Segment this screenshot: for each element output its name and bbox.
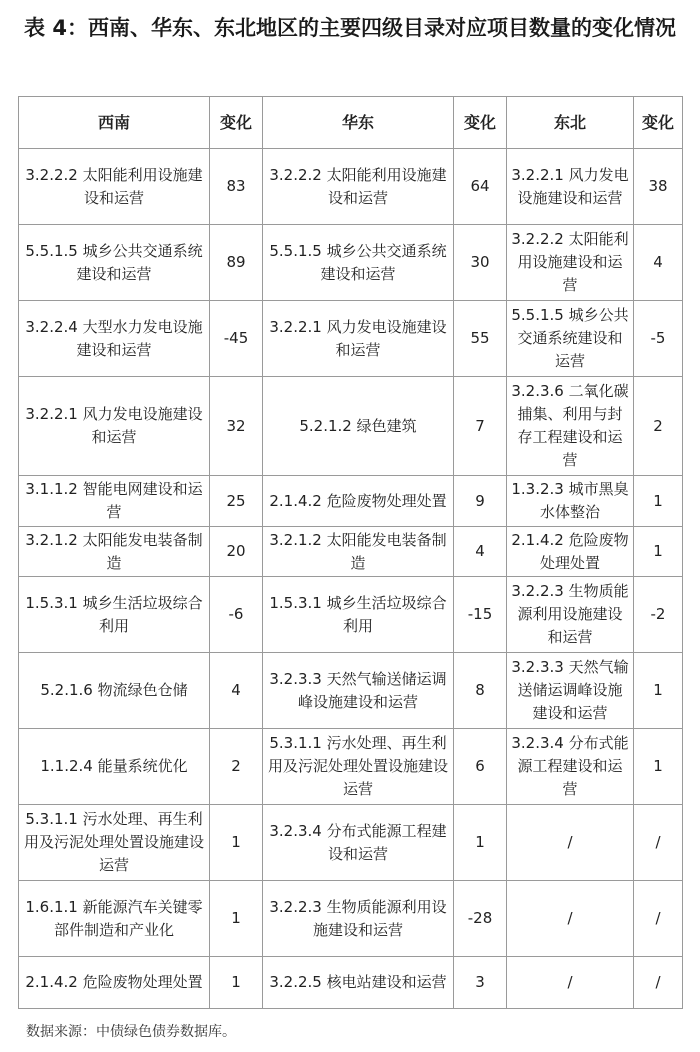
east-change: 55 <box>454 301 507 377</box>
northeast-change: / <box>634 881 683 957</box>
east-item: 2.1.4.2 危险废物处理处置 <box>263 476 454 527</box>
table-row <box>19 881 683 957</box>
column-header-change: 变化 <box>210 97 263 149</box>
southwest-change: 1 <box>210 957 263 1009</box>
table-row <box>19 805 683 881</box>
southwest-item: 1.6.1.1 新能源汽车关键零部件制造和产业化 <box>19 881 210 957</box>
east-item: 3.2.3.3 天然气输送储运调峰设施建设和运营 <box>263 653 454 729</box>
east-change: 64 <box>454 149 507 225</box>
southwest-item: 3.2.2.2 太阳能利用设施建设和运营 <box>19 149 210 225</box>
northeast-change: -5 <box>634 301 683 377</box>
southwest-change: 25 <box>210 476 263 527</box>
southwest-item: 3.2.2.4 大型水力发电设施建设和运营 <box>19 301 210 377</box>
northeast-item: / <box>507 805 634 881</box>
northeast-item: 2.1.4.2 危险废物处理处置 <box>507 527 634 577</box>
east-change: 30 <box>454 225 507 301</box>
east-item: 3.2.2.2 太阳能利用设施建设和运营 <box>263 149 454 225</box>
column-header-change: 变化 <box>454 97 507 149</box>
header-row <box>19 97 683 149</box>
southwest-item: 1.1.2.4 能量系统优化 <box>19 729 210 805</box>
east-item: 3.2.2.5 核电站建设和运营 <box>263 957 454 1009</box>
southwest-item: 3.1.1.2 智能电网建设和运营 <box>19 476 210 527</box>
northeast-change: 2 <box>634 377 683 476</box>
northeast-change: 38 <box>634 149 683 225</box>
east-change: 1 <box>454 805 507 881</box>
east-change: 4 <box>454 527 507 577</box>
southwest-change: 20 <box>210 527 263 577</box>
northeast-item: 5.5.1.5 城乡公共交通系统建设和运营 <box>507 301 634 377</box>
southwest-item: 2.1.4.2 危险废物处理处置 <box>19 957 210 1009</box>
southwest-change: 89 <box>210 225 263 301</box>
table-row <box>19 149 683 225</box>
east-change: 9 <box>454 476 507 527</box>
southwest-change: 83 <box>210 149 263 225</box>
east-item: 5.5.1.5 城乡公共交通系统建设和运营 <box>263 225 454 301</box>
data-source-note: 数据来源：中债绿色债券数据库。 <box>26 1024 236 1040</box>
northeast-item: 3.2.2.1 风力发电设施建设和运营 <box>507 149 634 225</box>
east-item: 5.2.1.2 绿色建筑 <box>263 377 454 476</box>
northeast-item: 3.2.2.2 太阳能利用设施建设和运营 <box>507 225 634 301</box>
column-header-northeast: 东北 <box>507 97 634 149</box>
northeast-item: / <box>507 881 634 957</box>
southwest-item: 5.5.1.5 城乡公共交通系统建设和运营 <box>19 225 210 301</box>
table-row <box>19 957 683 1009</box>
east-change: 6 <box>454 729 507 805</box>
southwest-item: 5.3.1.1 污水处理、再生利用及污泥处理处置设施建设运营 <box>19 805 210 881</box>
east-item: 5.3.1.1 污水处理、再生利用及污泥处理处置设施建设运营 <box>263 729 454 805</box>
northeast-change: 1 <box>634 729 683 805</box>
table-row <box>19 377 683 476</box>
northeast-change: / <box>634 805 683 881</box>
column-header-southwest: 西南 <box>19 97 210 149</box>
southwest-change: -45 <box>210 301 263 377</box>
southwest-change: 2 <box>210 729 263 805</box>
southwest-item: 3.2.2.1 风力发电设施建设和运营 <box>19 377 210 476</box>
northeast-change: / <box>634 957 683 1009</box>
east-item: 3.2.1.2 太阳能发电装备制造 <box>263 527 454 577</box>
northeast-item: / <box>507 957 634 1009</box>
east-change: -28 <box>454 881 507 957</box>
table-row <box>19 653 683 729</box>
east-item: 3.2.2.3 生物质能源利用设施建设和运营 <box>263 881 454 957</box>
northeast-change: 1 <box>634 527 683 577</box>
east-change: -15 <box>454 577 507 653</box>
east-item: 3.2.2.1 风力发电设施建设和运营 <box>263 301 454 377</box>
table-row <box>19 729 683 805</box>
table-title: 表 4：西南、华东、东北地区的主要四级目录对应项目数量的变化情况 <box>24 16 676 40</box>
southwest-change: 1 <box>210 881 263 957</box>
table-row <box>19 577 683 653</box>
southwest-change: 1 <box>210 805 263 881</box>
southwest-change: 4 <box>210 653 263 729</box>
east-change: 8 <box>454 653 507 729</box>
southwest-change: 32 <box>210 377 263 476</box>
southwest-item: 1.5.3.1 城乡生活垃圾综合利用 <box>19 577 210 653</box>
table-row <box>19 476 683 527</box>
southwest-item: 5.2.1.6 物流绿色仓储 <box>19 653 210 729</box>
northeast-change: 1 <box>634 653 683 729</box>
northeast-change: -2 <box>634 577 683 653</box>
northeast-item: 3.2.3.6 二氧化碳捕集、利用与封存工程建设和运营 <box>507 377 634 476</box>
southwest-item: 3.2.1.2 太阳能发电装备制造 <box>19 527 210 577</box>
southwest-change: -6 <box>210 577 263 653</box>
data-table <box>18 96 683 1009</box>
northeast-item: 1.3.2.3 城市黑臭水体整治 <box>507 476 634 527</box>
east-change: 3 <box>454 957 507 1009</box>
table-row <box>19 527 683 577</box>
column-header-east: 华东 <box>263 97 454 149</box>
east-item: 1.5.3.1 城乡生活垃圾综合利用 <box>263 577 454 653</box>
east-change: 7 <box>454 377 507 476</box>
northeast-item: 3.2.2.3 生物质能源利用设施建设和运营 <box>507 577 634 653</box>
column-header-change: 变化 <box>634 97 683 149</box>
table-row <box>19 225 683 301</box>
table-row <box>19 301 683 377</box>
northeast-change: 4 <box>634 225 683 301</box>
east-item: 3.2.3.4 分布式能源工程建设和运营 <box>263 805 454 881</box>
northeast-item: 3.2.3.4 分布式能源工程建设和运营 <box>507 729 634 805</box>
northeast-item: 3.2.3.3 天然气输送储运调峰设施建设和运营 <box>507 653 634 729</box>
northeast-change: 1 <box>634 476 683 527</box>
